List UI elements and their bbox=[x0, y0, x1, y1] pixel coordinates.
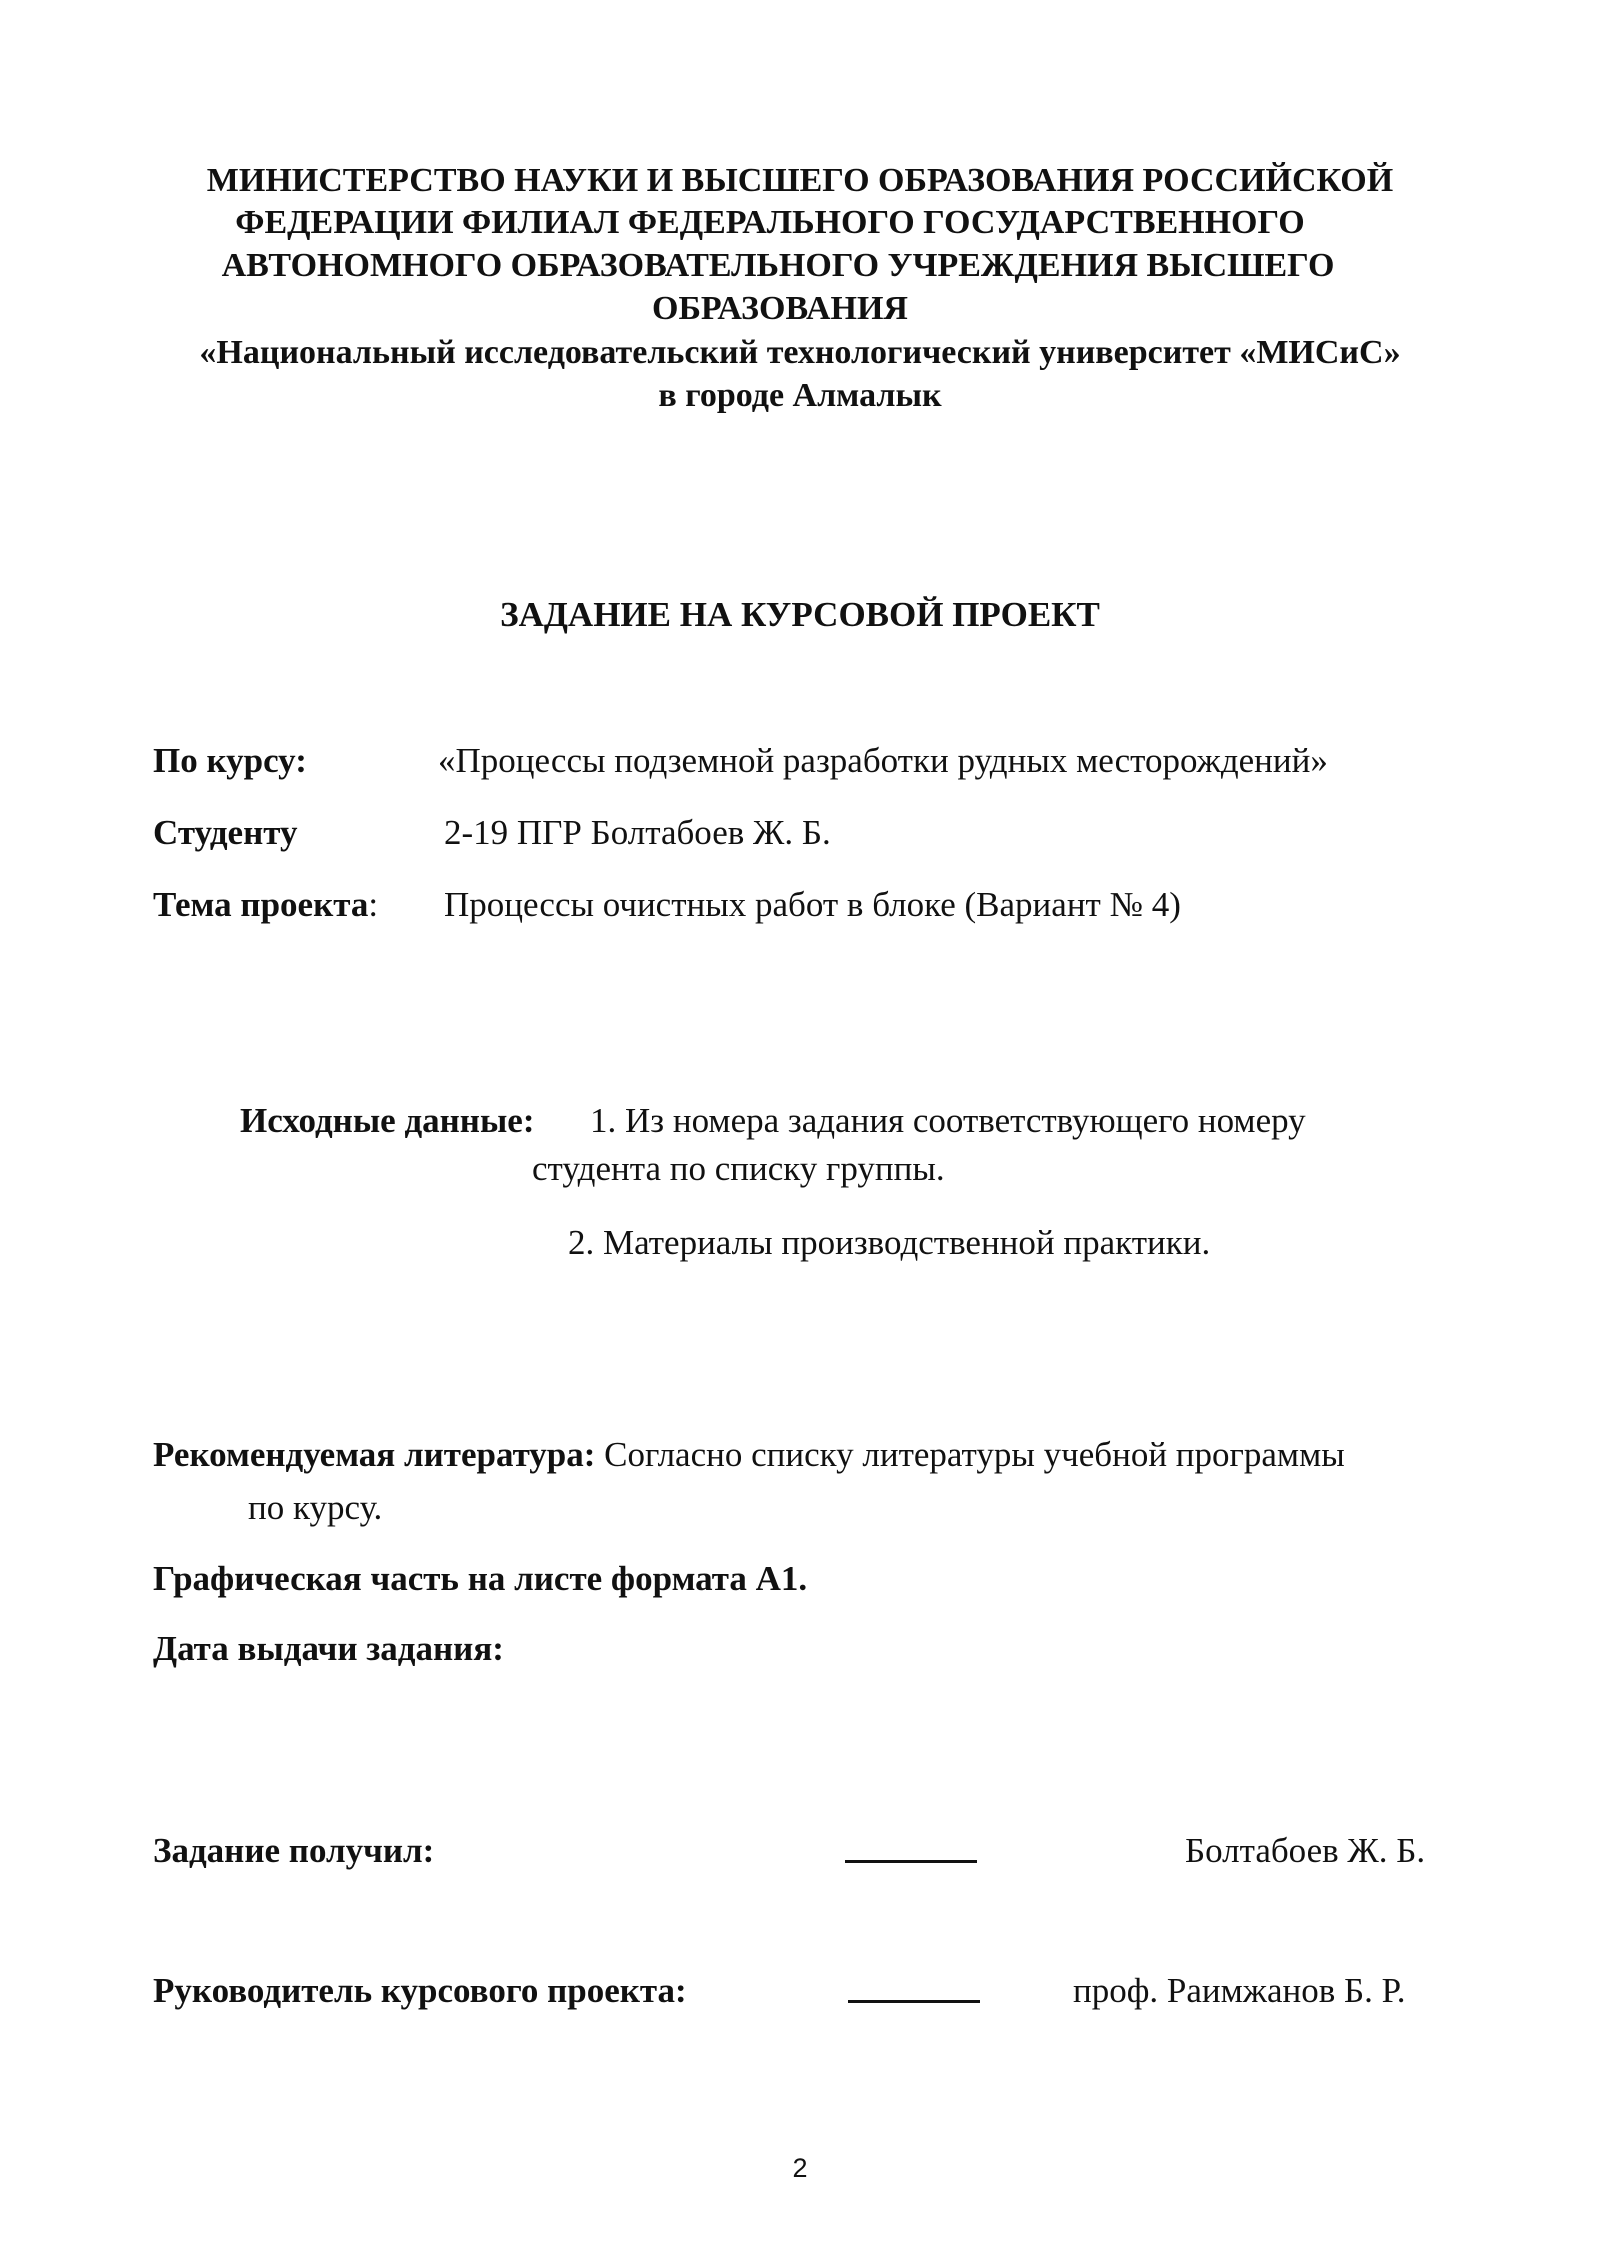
literature-line-2: по курсу. bbox=[248, 1488, 383, 1527]
initial-data-item2: 2. Материалы производственной практики. bbox=[568, 1223, 1211, 1262]
topic-label-text: Тема проекта bbox=[153, 885, 369, 924]
initial-data-item1-line1: 1. Из номера задания соответствующего номеру bbox=[590, 1101, 1306, 1140]
supervisor-signature-line bbox=[848, 2000, 980, 2003]
literature-text-1: Согласно списку литературы учебной программы bbox=[595, 1435, 1345, 1474]
header-line-6: в городе Алмалык bbox=[658, 377, 942, 414]
received-label: Задание получил: bbox=[153, 1831, 435, 1870]
issue-date-label: Дата выдачи задания: bbox=[153, 1629, 504, 1668]
supervisor-label: Руководитель курсового проекта: bbox=[153, 1971, 687, 2010]
topic-value: Процессы очистных работ в блоке (Вариант № 4) bbox=[444, 885, 1181, 924]
topic-label-colon: : bbox=[368, 885, 379, 924]
header-line-5: «Национальный исследовательский технологический университет «МИСиС» bbox=[199, 334, 1401, 371]
received-name: Болтабоев Ж. Б. bbox=[1185, 1831, 1426, 1870]
student-label: Студенту bbox=[153, 813, 298, 852]
graphic-part: Графическая часть на листе формата А1. bbox=[153, 1559, 808, 1598]
topic-label bbox=[153, 884, 378, 926]
supervisor-name: проф. Раимжанов Б. Р. bbox=[1073, 1971, 1406, 2010]
page-title: ЗАДАНИЕ НА КУРСОВОЙ ПРОЕКТ bbox=[500, 595, 1100, 634]
header-line-2: ФЕДЕРАЦИИ ФИЛИАЛ ФЕДЕРАЛЬНОГО ГОСУДАРСТВЕННОГО bbox=[235, 204, 1305, 241]
received-signature-line bbox=[845, 1860, 977, 1863]
course-label: По курсу: bbox=[153, 741, 307, 780]
initial-data-label: Исходные данные: bbox=[240, 1101, 535, 1140]
page-number: 2 bbox=[792, 2153, 808, 2183]
header-line-4: ОБРАЗОВАНИЯ bbox=[652, 290, 908, 327]
course-value: «Процессы подземной разработки рудных месторождений» bbox=[438, 741, 1328, 780]
student-value: 2-19 ПГР Болтабоев Ж. Б. bbox=[444, 813, 831, 852]
literature-label: Рекомендуемая литература: bbox=[153, 1435, 596, 1474]
header-line-3: АВТОНОМНОГО ОБРАЗОВАТЕЛЬНОГО УЧРЕЖДЕНИЯ ВЫСШЕГО bbox=[221, 247, 1335, 284]
initial-data-item1-line2: студента по списку группы. bbox=[532, 1149, 945, 1188]
header-line-1: МИНИСТЕРСТВО НАУКИ И ВЫСШЕГО ОБРАЗОВАНИЯ РОССИЙСКОЙ bbox=[206, 162, 1394, 199]
literature-line-1 bbox=[153, 1434, 1345, 1476]
